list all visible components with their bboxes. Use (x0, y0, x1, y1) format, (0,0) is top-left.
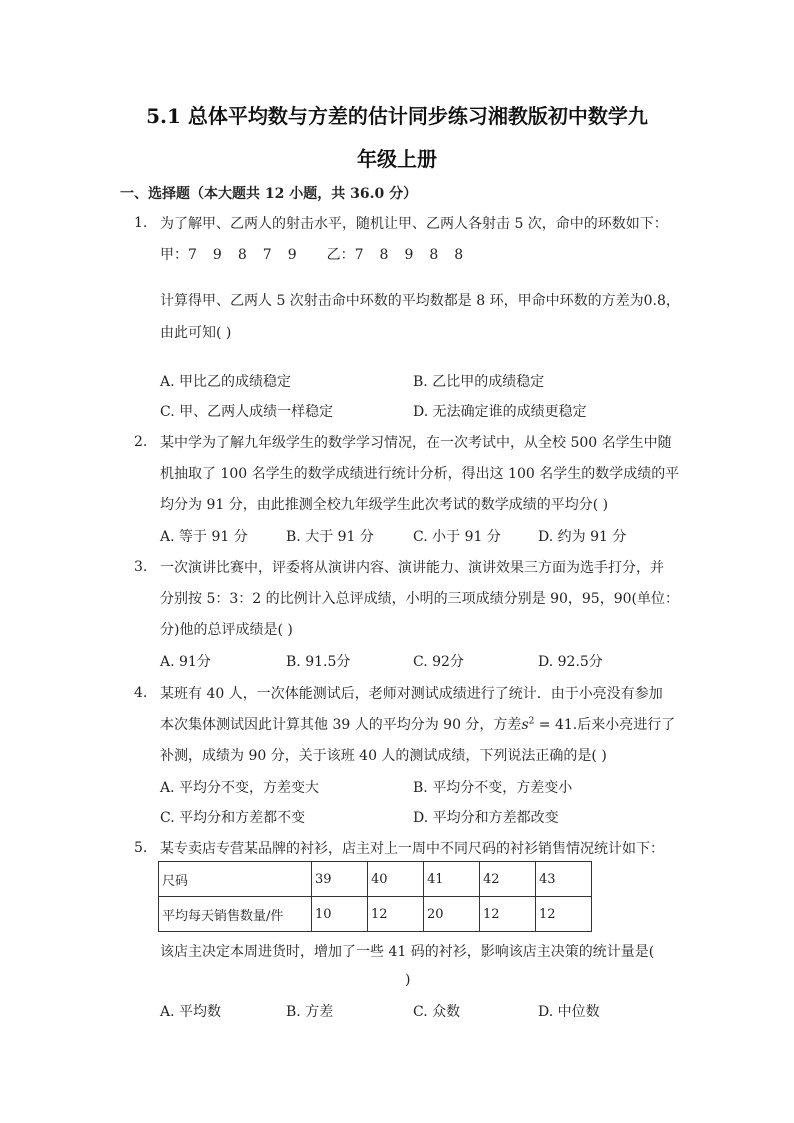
jia-score: 9 (212, 247, 222, 263)
jia-score: 9 (287, 247, 297, 263)
jia-score: 8 (237, 247, 247, 263)
yi-score: 8 (429, 247, 439, 263)
question-5-number: 5. (134, 840, 148, 856)
question-2-line2: 机抽取了 100 名学生的数学成绩进行统计分析，得出这 100 名学生的数学成绩的平 (160, 466, 680, 482)
question-4-option-a: A. 平均分不变，方差变大 (160, 780, 320, 796)
question-5-option-d: D. 中位数 (538, 1004, 600, 1020)
question-2-option-d: D. 约为 91 分 (538, 529, 627, 545)
table-cell: 43 (536, 862, 592, 897)
question-1-option-a: A. 甲比乙的成绩稳定 (160, 374, 292, 390)
document-title-line2: 年级上册 (357, 147, 437, 171)
question-2-option-b: B. 大于 91 分 (286, 529, 374, 545)
question-4-option-c: C. 平均分和方差都不变 (160, 810, 306, 826)
table-cell: 39 (312, 862, 368, 897)
question-5-option-b: B. 方差 (286, 1004, 334, 1020)
question-4-number: 4. (134, 685, 148, 701)
section-heading: 一、选择题（本大题共 12 小题，共 36.0 分） (120, 186, 418, 202)
question-1-option-c: C. 甲、乙两人成绩一样稳定 (160, 404, 334, 420)
table-cell: 尺码 (159, 862, 312, 897)
question-2-option-c: C. 小于 91 分 (413, 529, 501, 545)
yi-label: 乙： (326, 247, 355, 263)
question-2-line1: 某中学为了解九年级学生的数学学习情况，在一次考试中，从全校 500 名学生中随 (160, 435, 672, 451)
question-4-option-b: B. 平均分不变，方差变小 (413, 780, 573, 796)
question-1-option-b: B. 乙比甲的成绩稳定 (413, 374, 545, 390)
question-2-line3: 均分为 91 分，由此推测全校九年级学生此次考试的数学成绩的平均分( ) (160, 497, 609, 513)
variance-exponent: 2 (528, 716, 535, 727)
jia-label: 甲： (160, 247, 188, 263)
question-1-scores (160, 244, 463, 264)
document-title-line1: 5.1 总体平均数与方差的估计同步练习湘教版初中数学九 (146, 104, 648, 128)
table-cell: 41 (424, 862, 480, 897)
question-1-option-d: D. 无法确定谁的成绩更稳定 (413, 404, 587, 420)
jia-score: 7 (262, 247, 272, 263)
question-4-option-d: D. 平均分和方差都改变 (413, 810, 559, 826)
question-1-line3: 计算得甲、乙两人 5 次射击命中环数的平均数都是 8 环，甲命中环数的方差为0.8， (160, 293, 680, 309)
table-cell: 10 (312, 897, 368, 932)
variance-symbol: s (521, 717, 529, 733)
question-3-line2: 分别按 5：3：2 的比例计入总评成绩，小明的三项成绩分别是 90，95，90(单位： (160, 591, 679, 607)
question-4-line2-text: 本次集体测试因此计算其他 39 人的平均分为 90 分，方差 (160, 717, 522, 733)
table-cell: 20 (424, 897, 480, 932)
question-4-line3: 补测，成绩为 90 分，关于该班 40 人的测试成绩，下列说法正确的是( ) (160, 748, 607, 764)
question-1-line4: 由此可知( ) (160, 325, 232, 341)
table-cell: 40 (368, 862, 424, 897)
question-3-number: 3. (134, 559, 148, 575)
question-3-option-a: A. 91分 (160, 654, 211, 670)
yi-score: 7 (354, 247, 364, 263)
question-3-line1: 一次演讲比赛中，评委将从演讲内容、演讲能力、演讲效果三方面为选手打分，并 (160, 560, 664, 576)
question-3-line3: 分)他的总评成绩是( ) (160, 622, 293, 638)
question-5-option-c: C. 众数 (413, 1004, 461, 1020)
table-cell: 12 (536, 897, 592, 932)
question-1-line1: 为了解甲、乙两人的射击水平，随机让甲、乙两人各射击 5 次，命中的环数如下： (160, 216, 668, 232)
question-3-option-d: D. 92.5分 (538, 654, 603, 670)
question-2-number: 2. (134, 434, 148, 450)
question-3-option-b: B. 91.5分 (286, 654, 351, 670)
question-4-line2-tail: = 41.后来小亮进行了 (534, 717, 676, 733)
yi-score: 8 (454, 247, 464, 263)
question-5-line3: ) (405, 972, 411, 988)
table-cell: 平均每天销售数量/件 (159, 897, 312, 932)
yi-score: 8 (379, 247, 389, 263)
question-4-line2 (160, 714, 675, 734)
table-row (159, 862, 592, 897)
table-cell: 12 (368, 897, 424, 932)
question-3-option-c: C. 92分 (413, 654, 464, 670)
question-5-line2: 该店主决定本周进货时，增加了一些 41 码的衬衫，影响该店主决策的统计量是( (160, 944, 655, 960)
table-cell: 12 (480, 897, 536, 932)
question-5-option-a: A. 平均数 (160, 1004, 222, 1020)
question-1-number: 1. (134, 215, 148, 231)
jia-score: 7 (188, 247, 197, 263)
question-4-line1: 某班有 40 人，一次体能测试后，老师对测试成绩进行了统计．由于小亮没有参加 (160, 686, 663, 702)
question-2-option-a: A. 等于 91 分 (160, 529, 248, 545)
table-row (159, 897, 592, 932)
question-5-line1: 某专卖店专营某品牌的衬衫，店主对上一周中不同尺码的衬衫销售情况统计如下： (160, 841, 664, 857)
table-cell: 42 (480, 862, 536, 897)
yi-score: 9 (404, 247, 414, 263)
shirt-sales-table (158, 861, 592, 932)
